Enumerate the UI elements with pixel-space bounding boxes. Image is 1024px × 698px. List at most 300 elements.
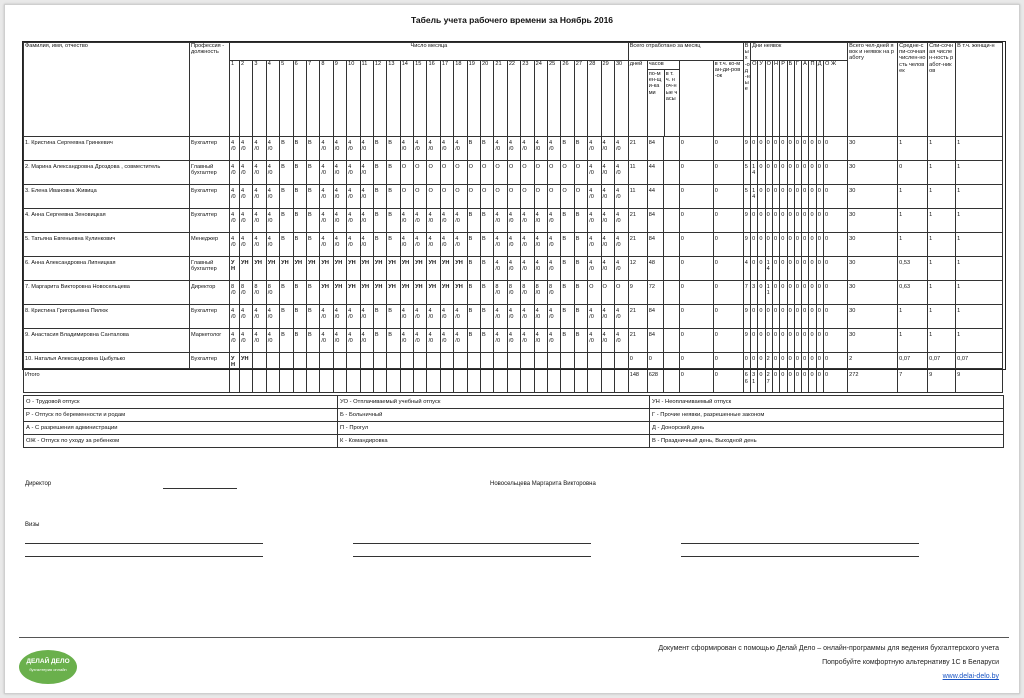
day-cell: В [306,161,319,185]
day-cell: УН [320,257,333,281]
absence-value: 0 [802,233,809,257]
absence-value: 14 [751,161,758,185]
day-cell: 4 /0 [601,305,614,329]
absence-value: 0 [758,369,765,393]
night-hours: 0 [679,353,713,369]
header-absence-code: Б [787,61,794,137]
day-cell [467,353,480,369]
brand-logo[interactable]: ДЕЛАЙ ДЕЛО бухгалтерия онлайн [19,650,77,684]
day-cell: 4 /0 [266,329,279,353]
day-cell: В [561,233,574,257]
absence-value: 2 [765,353,772,369]
day-cell: В [387,305,400,329]
day-cell: В [561,209,574,233]
day-cell: 4 /0 [601,329,614,353]
day-cell: 4 /0 [614,161,628,185]
legend-item: Д - Донорский день [650,422,1004,435]
total-days: 30 [848,233,898,257]
timesheet-table [23,42,1003,401]
absence-value: 0 [758,281,765,305]
day-cell: В [467,281,480,305]
absence-value: 0 [758,209,765,233]
absence-value: 0 [772,369,779,393]
day-cell [253,353,266,369]
day-cell [574,353,587,369]
day-cell: О [547,161,560,185]
header-fio: Фамилия, имя, отчество [24,43,190,137]
day-cell: В [280,281,293,305]
business-trips: 0 [713,329,743,353]
night-hours: 0 [679,137,713,161]
day-cell: 8 /0 [230,281,240,305]
day-cell [306,369,319,393]
absence-value: 0 [765,185,772,209]
worked-hours: 44 [647,161,663,185]
day-cell: В [481,329,494,353]
absence-value: 0 [824,329,848,353]
absence-value: 0 [758,233,765,257]
day-cell: 4 /0 [534,233,547,257]
day-cell: О [400,161,413,185]
day-cell: В [280,305,293,329]
day-cell [266,353,279,369]
day-cell: 4 /0 [240,185,253,209]
day-cell [427,353,440,369]
day-cell: 4 /0 [347,233,360,257]
day-cell: 4 /0 [494,209,507,233]
day-cell: 4 /0 [240,233,253,257]
worked-hours: 84 [647,305,663,329]
day-cell: 4 /0 [534,329,547,353]
absence-value: 0 [780,185,787,209]
day-cell: 4 /0 [601,209,614,233]
day-cell: О [574,161,587,185]
day-cell [414,369,427,393]
absence-value: 0 [787,137,794,161]
absence-value: 0 [758,161,765,185]
header-absence-days: Дни неявок [751,43,848,61]
worked-hours: 84 [647,137,663,161]
header-day-number: 17 [440,61,453,137]
day-cell: 8 /0 [507,281,520,305]
day-cell: УН [387,257,400,281]
table-row [24,329,1003,353]
day-cell: В [387,161,400,185]
absence-value: 0 [765,329,772,353]
absence-value: 0 [787,281,794,305]
day-cell: В [293,137,306,161]
absence-value: 0 [816,329,823,353]
day-cell: 4 /0 [588,161,601,185]
day-cell: О [601,281,614,305]
day-cell: В [574,257,587,281]
day-cell: О [507,161,520,185]
women-count: 1 [956,137,1003,161]
day-cell: 4 /0 [320,137,333,161]
avg-headcount: 1 [898,305,928,329]
absence-value: 0 [816,233,823,257]
day-cell [574,369,587,393]
list-headcount: 1 [928,185,956,209]
day-cell: 4 /0 [494,305,507,329]
day-cell: 4 /0 [454,209,467,233]
absence-value: 0 [765,137,772,161]
women-count: 1 [956,233,1003,257]
day-cell: 4 /0 [440,209,453,233]
day-cell [387,369,400,393]
night-hours: 0 [679,185,713,209]
day-cell: 4 /0 [266,233,279,257]
header-day-number: 5 [280,61,293,137]
visa-line [25,543,263,544]
absence-value: 14 [751,185,758,209]
header-day-number: 12 [373,61,386,137]
day-cell [588,369,601,393]
days-off: 9 [743,329,750,353]
footer-link[interactable]: www.delai-delo.by [942,673,999,680]
total-days: 2 [848,353,898,369]
visa-line [353,556,591,557]
days-off: 9 [743,137,750,161]
header-worked-days: дней [628,61,647,137]
header-absence-code: У [758,61,765,137]
day-cell: 4 /0 [440,137,453,161]
day-cell: УН [293,257,306,281]
day-cell: В [306,281,319,305]
avg-headcount: 0,63 [898,281,928,305]
header-day-number: 7 [306,61,319,137]
day-cell: О [534,185,547,209]
day-cell: В [574,137,587,161]
employee-name: 5. Татьяна Евгеньевна Кулинкович [24,233,190,257]
absence-value: 0 [802,329,809,353]
day-cell: В [574,329,587,353]
absence-value: 0 [809,281,816,305]
day-cell: 4 /0 [253,137,266,161]
day-cell: В [373,233,386,257]
day-cell: 4 /0 [454,329,467,353]
day-cell: В [387,233,400,257]
day-cell [373,353,386,369]
day-cell: 4 /0 [240,305,253,329]
day-cell: 4 /0 [547,305,560,329]
header-list-headcount: Спи-сочная числен-ность работ-ников [928,43,956,137]
absence-value: 0 [758,185,765,209]
day-cell: 4 /0 [614,137,628,161]
day-cell: 4 /0 [320,185,333,209]
visa-line [353,543,591,544]
day-cell: В [574,233,587,257]
day-cell: УН [360,281,373,305]
worked-days: 21 [628,329,647,353]
day-cell: 4 /0 [427,137,440,161]
header-day-number: 30 [614,61,628,137]
employee-position: Главный бухгалтер [190,161,230,185]
visa-line [681,543,919,544]
day-cell: 4 /0 [347,329,360,353]
day-cell: 4 /0 [440,305,453,329]
day-cell: В [293,281,306,305]
women-count: 1 [956,161,1003,185]
absence-value: 0 [772,185,779,209]
absence-value: 0 [780,369,787,393]
day-cell [414,353,427,369]
business-trips: 0 [713,281,743,305]
day-cell: О [534,161,547,185]
worked-hours: 628 [647,369,663,393]
header-absence-code: Р [780,61,787,137]
employee-name: 4. Анна Сергеевна Зеновицкая [24,209,190,233]
day-cell: В [293,233,306,257]
day-cell: В [467,305,480,329]
absence-value: 0 [802,305,809,329]
list-headcount: 1 [928,281,956,305]
day-cell: 4 /0 [521,257,534,281]
worked-days: 21 [628,305,647,329]
day-cell: УН [373,257,386,281]
absence-value: 0 [824,209,848,233]
day-cell: 4 /0 [333,209,346,233]
absence-value: 0 [794,305,801,329]
absence-value: 0 [802,257,809,281]
absence-value: 31 [751,369,758,393]
women-count: 1 [956,257,1003,281]
day-cell: В [373,161,386,185]
day-cell [320,353,333,369]
absence-value: 0 [809,329,816,353]
business-trips: 0 [713,353,743,369]
absence-value: 0 [787,353,794,369]
day-cell [280,369,293,393]
day-cell: В [387,329,400,353]
day-cell: О [588,281,601,305]
day-cell [240,369,253,393]
employee-position: Маркетолог [190,329,230,353]
day-cell: В [481,233,494,257]
total-days: 30 [848,185,898,209]
absence-value: 0 [780,353,787,369]
header-empty [679,61,713,137]
day-cell [534,369,547,393]
business-trips: 0 [713,257,743,281]
employee-position: Бухгалтер [190,137,230,161]
worked-hours: 72 [647,281,663,305]
director-label: Директор [25,481,52,487]
day-cell: О [440,161,453,185]
header-day-number: 27 [574,61,587,137]
day-cell: 4 /0 [347,137,360,161]
absence-value: 0 [772,233,779,257]
worked-days: 0 [628,353,647,369]
absence-value: 3 [751,281,758,305]
header-absence-code: Г [794,61,801,137]
worked-hours: 48 [647,257,663,281]
night-hours: 0 [679,233,713,257]
absence-value: 0 [816,185,823,209]
day-cell: 4 /0 [588,305,601,329]
absence-value: 0 [816,161,823,185]
worked-days: 148 [628,369,647,393]
day-cell: 4 /0 [360,185,373,209]
employee-name: 2. Марина Александровна Дроздова , совместитель [24,161,190,185]
day-cell: О [481,161,494,185]
day-cell: 4 /0 [253,185,266,209]
night-hours: 0 [679,369,713,393]
day-cell: УН [333,281,346,305]
absence-value: 0 [751,257,758,281]
header-hours [647,61,679,137]
absence-value: 0 [794,369,801,393]
day-cell: 4 /0 [347,305,360,329]
day-cell: УН [306,257,319,281]
absence-value: 0 [772,161,779,185]
day-cell: 4 /0 [588,137,601,161]
worked-days: 21 [628,137,647,161]
header-absence-code: А [802,61,809,137]
day-cell: В [387,137,400,161]
header-day-number: 10 [347,61,360,137]
day-cell: О [467,185,480,209]
day-cell [440,353,453,369]
absence-value: 0 [758,329,765,353]
table-row [24,209,1003,233]
day-cell [400,353,413,369]
days-off: 9 [743,233,750,257]
day-cell: УН [240,257,253,281]
header-overtime: по-мен-щи-ками [648,70,665,136]
day-cell: В [561,281,574,305]
absence-value: 27 [765,369,772,393]
day-cell: 4 /0 [266,161,279,185]
absence-value: 0 [787,305,794,329]
header-day-number: 13 [387,61,400,137]
header-days-off: Вых-од-ные [743,43,750,137]
absence-value: 14 [765,257,772,281]
avg-headcount: 1 [898,185,928,209]
day-cell: 4 /0 [333,233,346,257]
absence-value: 0 [780,161,787,185]
day-cell [360,369,373,393]
table-row [24,281,1003,305]
worked-days: 21 [628,209,647,233]
day-cell: УН [230,257,240,281]
absence-value: 0 [802,209,809,233]
day-cell: УН [240,353,253,369]
day-cell: В [306,305,319,329]
day-cell: В [467,233,480,257]
absence-value: 0 [787,209,794,233]
day-cell: 4 /0 [333,305,346,329]
day-cell: 4 /0 [521,233,534,257]
header-absence-code: О [751,61,758,137]
visa-line [25,556,263,557]
day-cell: В [373,185,386,209]
worked-hours: 84 [647,233,663,257]
day-cell: О [427,161,440,185]
women-count: 0,07 [956,353,1003,369]
list-headcount: 1 [928,257,956,281]
day-cell [521,353,534,369]
absence-value: 0 [794,281,801,305]
day-cell: 4 /0 [230,305,240,329]
absence-value: 0 [824,353,848,369]
day-cell: О [561,185,574,209]
day-cell: 4 /0 [240,209,253,233]
day-cell: 4 /0 [534,305,547,329]
day-cell [547,369,560,393]
day-cell [333,353,346,369]
day-cell [601,369,614,393]
day-cell [427,369,440,393]
day-cell [360,353,373,369]
day-cell [320,369,333,393]
day-cell: 4 /0 [400,209,413,233]
total-days: 30 [848,305,898,329]
table-row [24,185,1003,209]
day-cell: УН [414,257,427,281]
absence-value: 0 [816,353,823,369]
day-cell: 4 /0 [266,209,279,233]
header-day-number: 24 [534,61,547,137]
day-cell: О [414,161,427,185]
avg-headcount: 0 [898,161,928,185]
overtime-hours [663,281,679,305]
day-cell [347,369,360,393]
header-profession: Профессия - должность [190,43,230,137]
day-cell: 4 /0 [614,209,628,233]
worked-days: 9 [628,281,647,305]
day-cell: О [574,185,587,209]
day-cell [561,353,574,369]
header-absence-code: О [765,61,772,137]
business-trips: 0 [713,137,743,161]
day-cell: 4 /0 [400,233,413,257]
day-cell: 8 /0 [240,281,253,305]
header-day-number: 20 [481,61,494,137]
day-cell: 4 /0 [427,329,440,353]
absence-value: 0 [787,233,794,257]
legend-item: УО - Отплачиваемый учебный отпуск [338,396,650,409]
avg-headcount: 7 [898,369,928,393]
day-cell [481,369,494,393]
day-cell: 4 /0 [440,233,453,257]
day-cell: 4 /0 [230,209,240,233]
day-cell [400,369,413,393]
employee-position: Директор [190,281,230,305]
day-cell: 4 /0 [230,161,240,185]
day-cell [387,353,400,369]
table-row [24,305,1003,329]
day-cell: 4 /0 [614,185,628,209]
day-cell: В [561,137,574,161]
header-day-number: 1 [230,61,240,137]
table-row [24,257,1003,281]
absence-value: 0 [794,329,801,353]
worked-days: 11 [628,185,647,209]
absence-value: 0 [794,257,801,281]
absence-value: 0 [824,305,848,329]
day-cell [561,369,574,393]
absence-value: 0 [780,233,787,257]
day-cell: 4 /0 [588,185,601,209]
day-cell: В [467,137,480,161]
day-cell: 4 /0 [320,305,333,329]
header-total-absence: Всего чел-дней явок и неявок на работу [848,43,898,137]
day-cell: 4 /0 [601,185,614,209]
day-cell: 4 /0 [360,137,373,161]
night-hours: 0 [679,161,713,185]
day-cell: В [280,161,293,185]
